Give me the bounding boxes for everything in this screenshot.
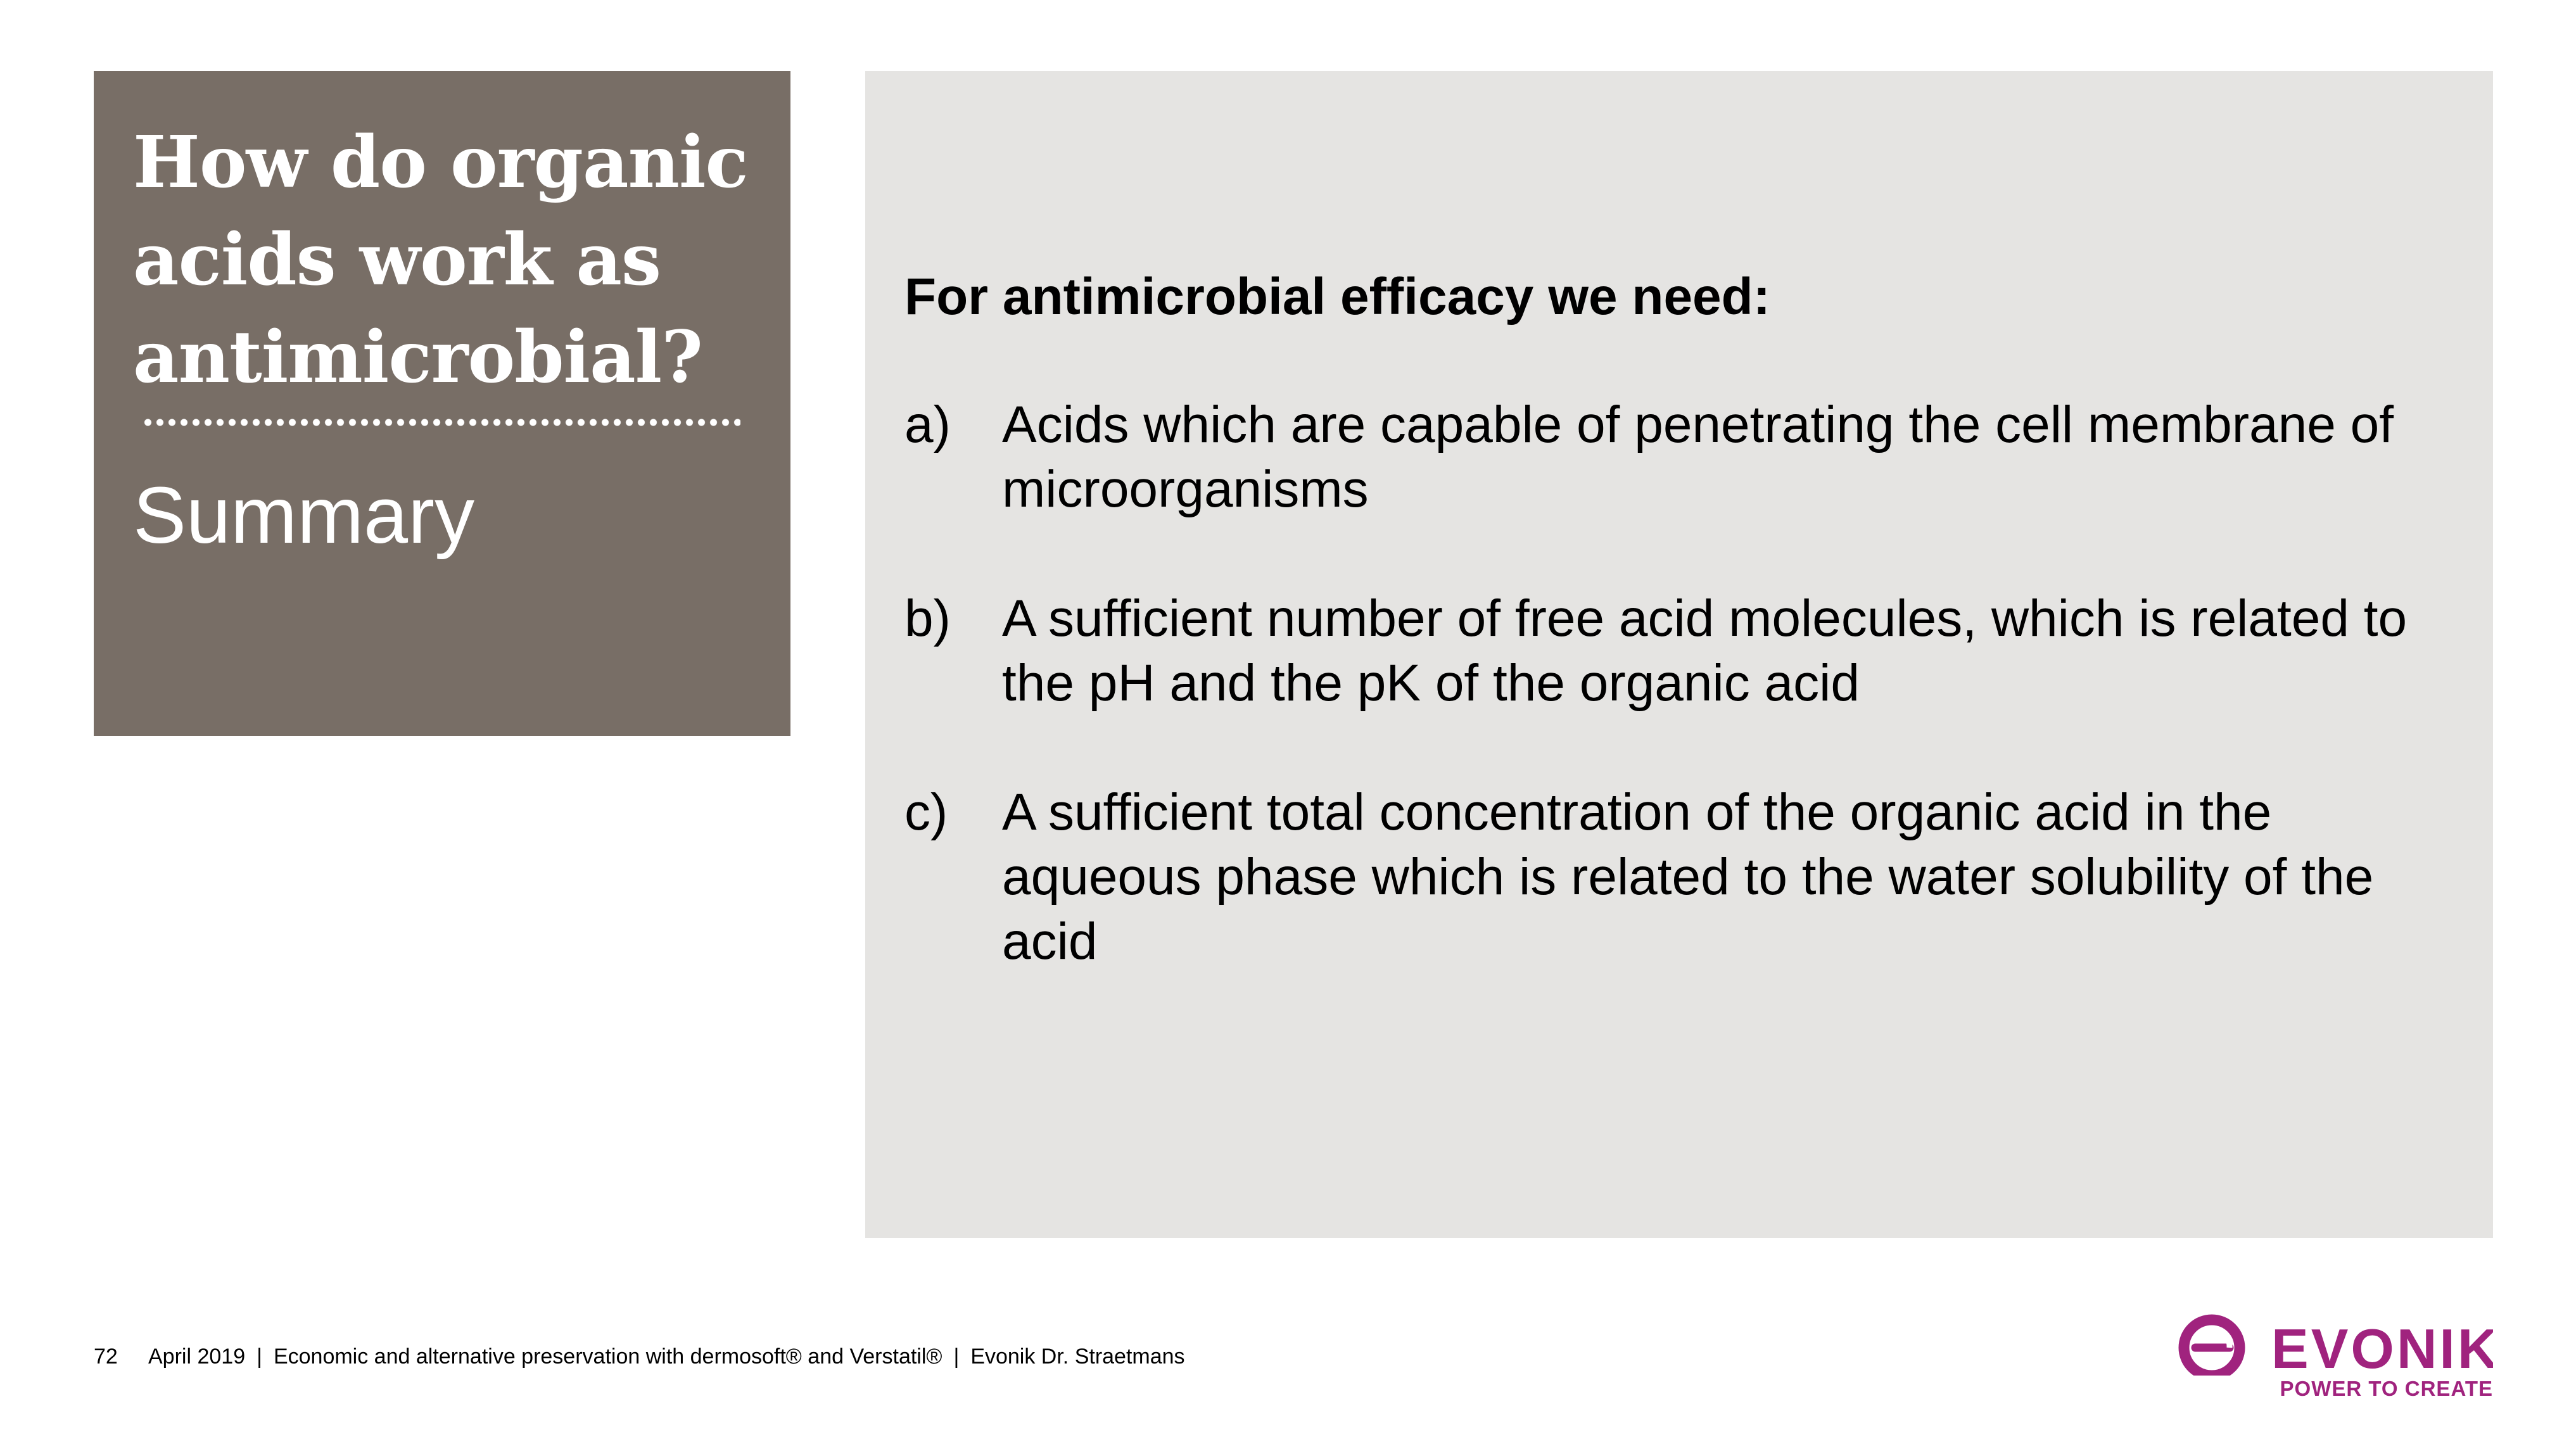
footer-separator: |: [953, 1345, 960, 1369]
criteria-text: A sufficient total concentration of the organic acid in the aqueous phase which is related to the water solubility of the acid: [1002, 783, 2374, 970]
slide-title: [133, 114, 751, 407]
logo-tagline: POWER TO CREATE: [2280, 1377, 2493, 1400]
footer-author: Evonik Dr. Straetmans: [970, 1345, 1185, 1369]
criteria-marker: c): [904, 783, 948, 841]
evonik-logo-mark-icon: [2176, 1312, 2493, 1376]
slide-title-line: acids work as: [133, 218, 661, 301]
footer-separator: |: [257, 1345, 262, 1369]
criteria-text: A sufficient number of free acid molecules, which is related to the pH and the pK of the organic acid: [1002, 590, 2408, 712]
page-number: 72: [94, 1345, 118, 1369]
criteria-item-a: [904, 393, 2436, 522]
footer-presentation-title: Economic and alternative preservation with dermosoft® and Verstatil®: [273, 1345, 942, 1369]
content-heading: For antimicrobial efficacy we need:: [904, 268, 1771, 326]
evonik-logo: [2176, 1312, 2493, 1407]
dotted-divider: [142, 418, 740, 427]
slide-title-line: How do organic: [133, 121, 748, 204]
criteria-marker: b): [904, 590, 951, 647]
title-panel: [94, 71, 790, 736]
criteria-text: Acids which are capable of penetrating the cell membrane of microorganisms: [1002, 396, 2394, 518]
criteria-marker: a): [904, 396, 951, 453]
slide-title-line: antimicrobial?: [133, 316, 702, 399]
criteria-item-b: [904, 586, 2436, 716]
content-panel: [865, 71, 2493, 1238]
footer-date: April 2019: [148, 1345, 246, 1369]
criteria-item-c: [904, 780, 2436, 974]
slide-footer: [94, 1343, 1185, 1370]
evonik-wordmark: EVONIK: [2271, 1317, 2493, 1376]
slide-subtitle: Summary: [133, 471, 475, 560]
